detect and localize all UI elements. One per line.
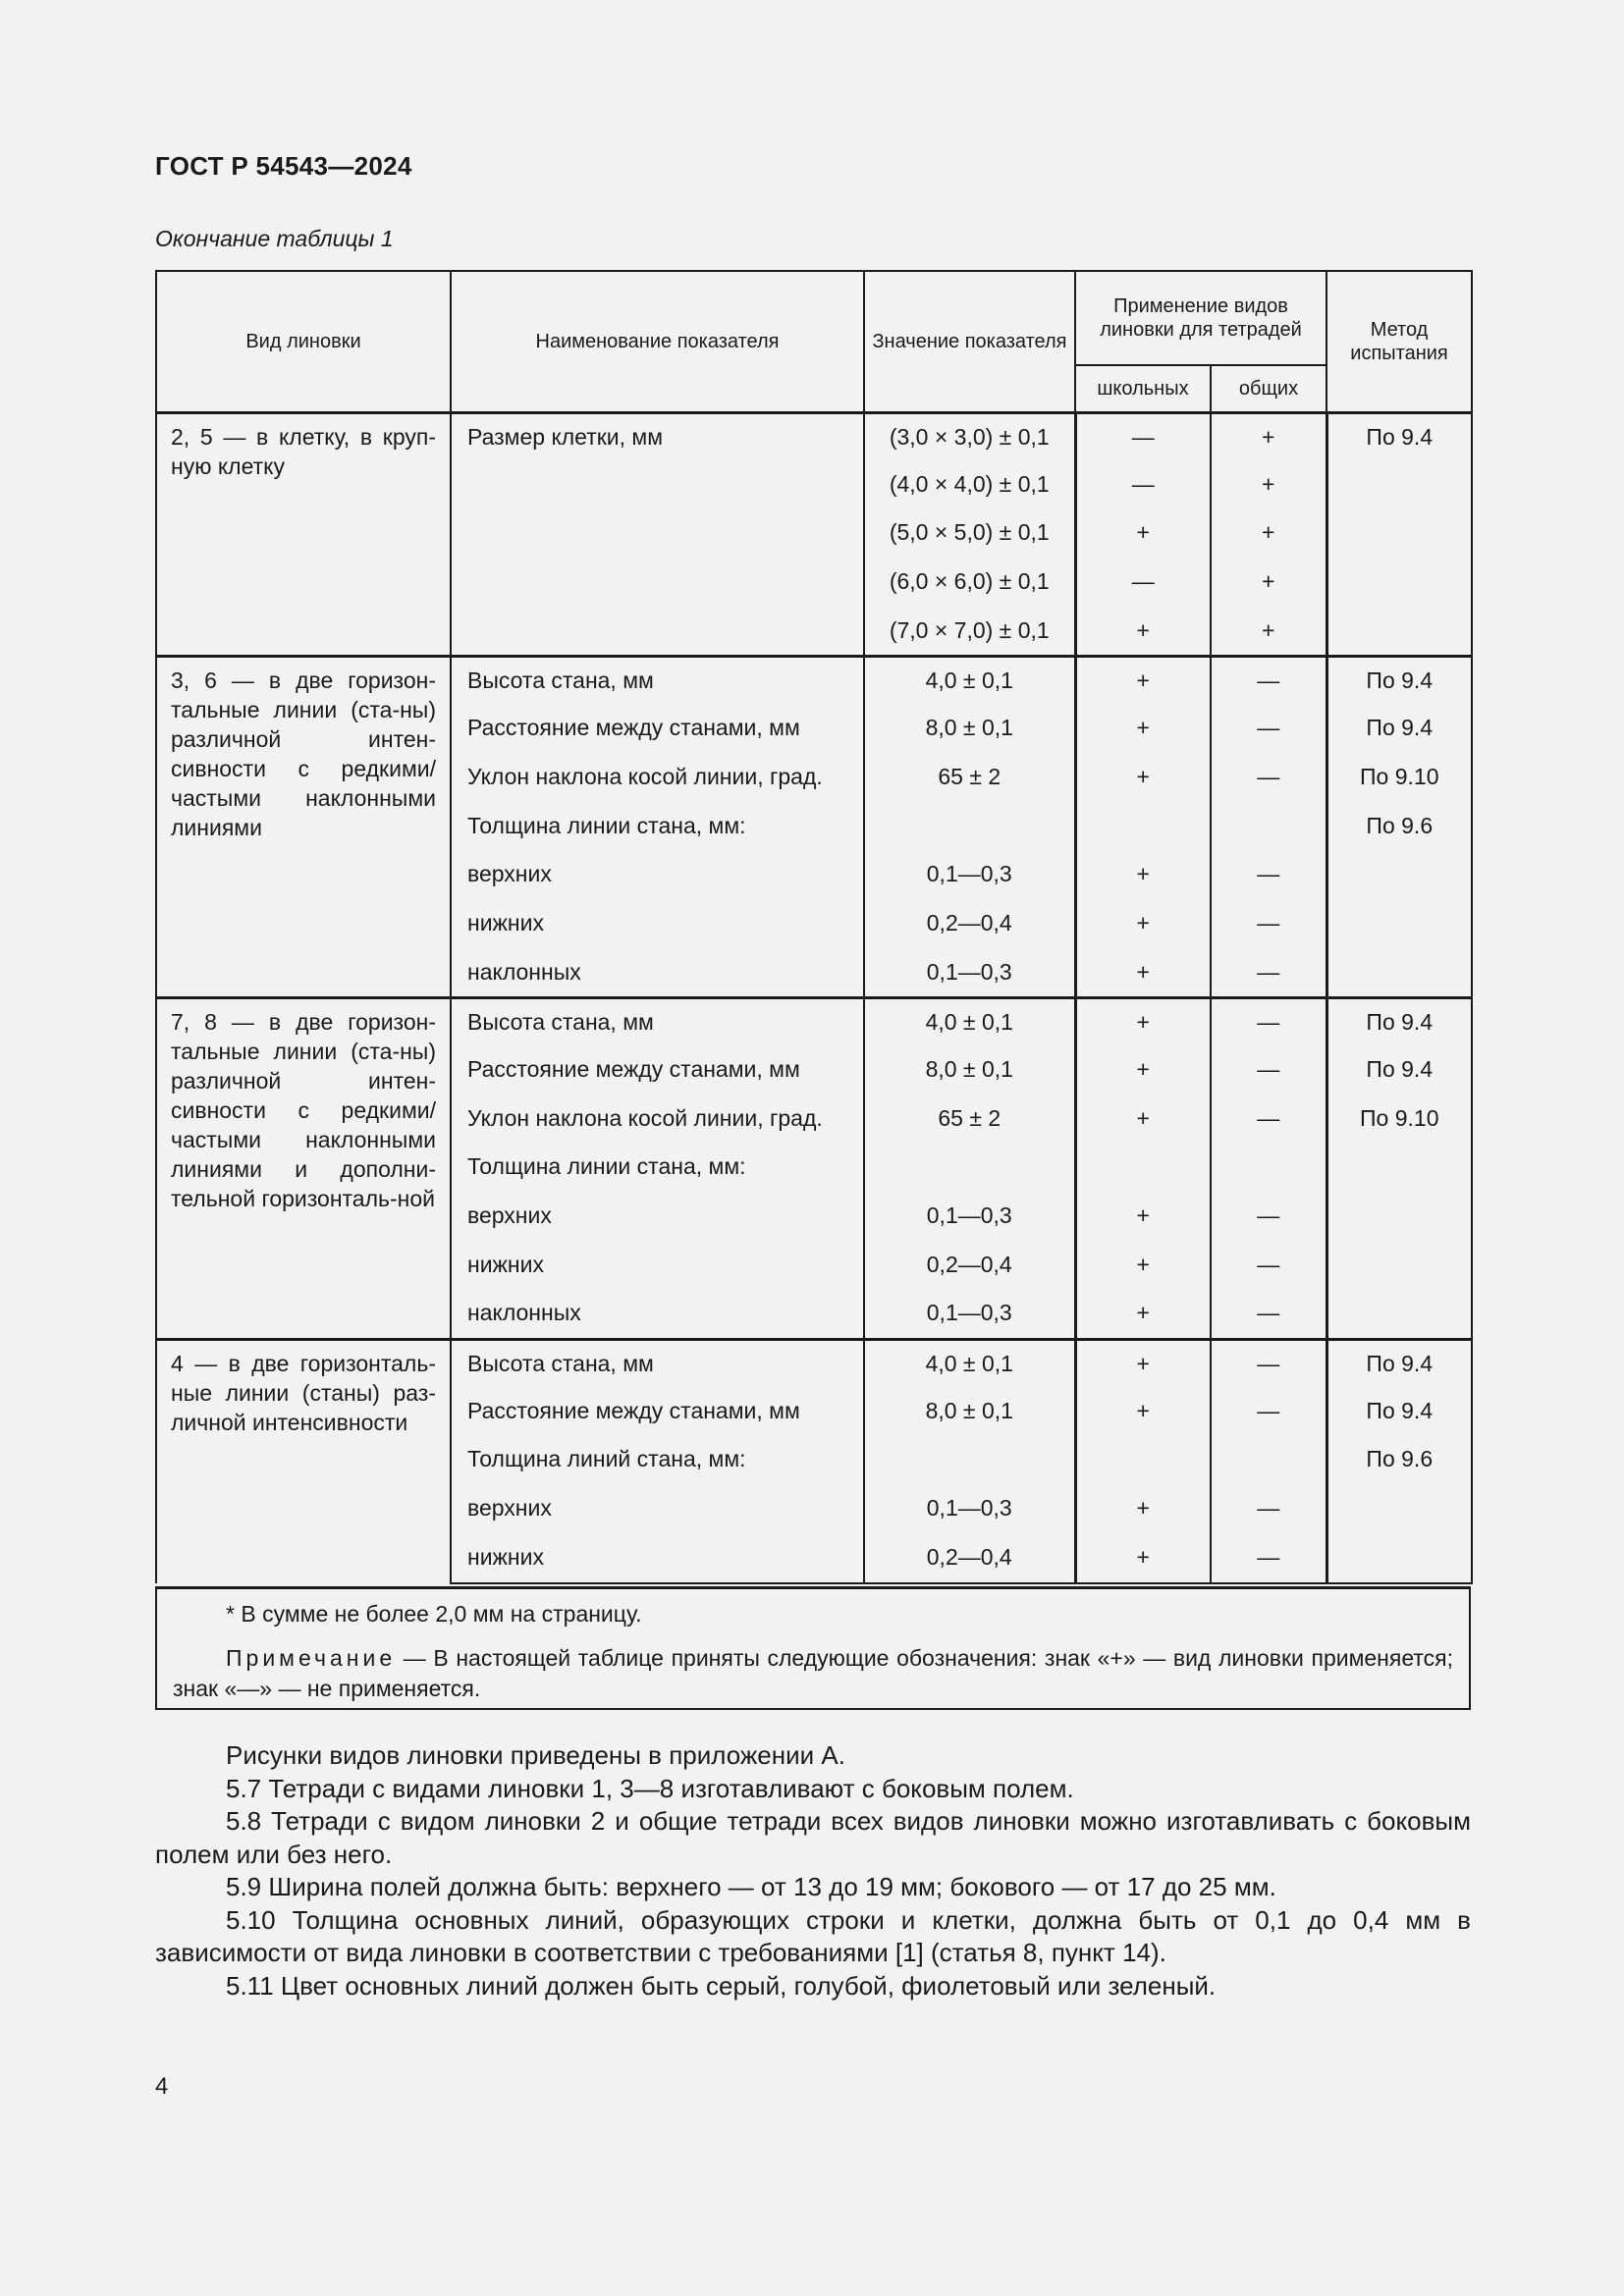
general-cell: + [1211, 461, 1326, 510]
test-method-cell [1326, 949, 1472, 998]
test-method-cell: По 9.10 [1326, 754, 1472, 803]
indicator-value-cell: 0,1—0,3 [864, 1193, 1075, 1242]
indicator-name-cell: Расстояние между станами, мм [451, 1046, 864, 1095]
indicators-table [155, 270, 1473, 1584]
indicator-name-cell: нижних [451, 1534, 864, 1583]
indicator-name-cell [451, 559, 864, 608]
indicator-name-cell: Толщина линии стана, мм: [451, 1144, 864, 1193]
indicator-name-cell: Уклон наклона косой линии, град. [451, 1095, 864, 1145]
indicator-name-cell: Высота стана, мм [451, 1339, 864, 1388]
paragraph: 5.10 Толщина основных линий, образующих строки и клетки, должна быть от 0,1 до 0,4 мм в зависимости от вида линовки в соответствии с требованиями [1] (статья 8, пункт 14). [155, 1904, 1471, 1967]
paragraph: 5.8 Тетради с видом линовки 2 и общие тетради всех видов линовки можно изготавливать с боковым полем или без него. [155, 1806, 1471, 1869]
general-cell [1211, 803, 1326, 852]
indicator-name-cell [451, 608, 864, 657]
indicator-value-cell: (5,0 × 5,0) ± 0,1 [864, 509, 1075, 559]
table-caption: Окончание таблицы 1 [155, 226, 394, 251]
indicator-value-cell: 4,0 ± 0,1 [864, 1339, 1075, 1388]
indicator-value-cell: 4,0 ± 0,1 [864, 656, 1075, 705]
school-cell: + [1075, 1242, 1211, 1291]
test-method-cell: По 9.4 [1326, 1388, 1472, 1437]
indicator-value-cell [864, 803, 1075, 852]
school-cell: + [1075, 1534, 1211, 1583]
test-method-cell: По 9.4 [1326, 997, 1472, 1046]
indicator-value-cell: 0,2—0,4 [864, 900, 1075, 949]
test-method-cell: По 9.4 [1326, 1339, 1472, 1388]
test-method-cell [1326, 608, 1472, 657]
school-cell [1075, 1144, 1211, 1193]
indicator-value-cell: 8,0 ± 0,1 [864, 1388, 1075, 1437]
table-notes [155, 1586, 1471, 1710]
indicator-name-cell: наклонных [451, 1290, 864, 1339]
test-method-cell [1326, 1193, 1472, 1242]
general-cell: — [1211, 1242, 1326, 1291]
indicator-value-cell: 0,2—0,4 [864, 1534, 1075, 1583]
indicator-name-cell [451, 461, 864, 510]
indicator-value-cell: 65 ± 2 [864, 1095, 1075, 1145]
ruling-kind-cell: 2, 5 — в клетку, в круп-ную клетку [156, 412, 451, 656]
test-method-cell: По 9.4 [1326, 705, 1472, 754]
paragraph: Рисунки видов линовки приведены в приложении А. [226, 1740, 845, 1770]
general-cell: — [1211, 1485, 1326, 1534]
general-cell: — [1211, 1290, 1326, 1339]
general-cell: — [1211, 1095, 1326, 1145]
table-body [156, 412, 1472, 1583]
test-method-cell: По 9.4 [1326, 656, 1472, 705]
school-cell: + [1075, 509, 1211, 559]
header-name: Наименование показателя [451, 271, 864, 412]
indicator-name-cell: нижних [451, 900, 864, 949]
indicator-value-cell: (4,0 × 4,0) ± 0,1 [864, 461, 1075, 510]
document-header: ГОСТ Р 54543—2024 [155, 151, 412, 181]
note-label: Примечание [226, 1645, 397, 1671]
table-row [156, 656, 1472, 705]
indicator-name-cell: Высота стана, мм [451, 997, 864, 1046]
test-method-cell [1326, 851, 1472, 900]
general-cell: — [1211, 754, 1326, 803]
general-cell: — [1211, 1193, 1326, 1242]
general-cell: — [1211, 949, 1326, 998]
indicator-value-cell: 0,1—0,3 [864, 851, 1075, 900]
school-cell: + [1075, 1339, 1211, 1388]
test-method-cell: По 9.4 [1326, 412, 1472, 461]
note-text: — В настоящей таблице приняты следующие обозначения: знак «+» — вид линовки применяется; знак «—» — не применяется. [173, 1645, 1453, 1701]
school-cell: + [1075, 851, 1211, 900]
school-cell: + [1075, 1193, 1211, 1242]
school-cell: — [1075, 559, 1211, 608]
indicator-name-cell: верхних [451, 1485, 864, 1534]
indicator-value-cell: 0,1—0,3 [864, 1485, 1075, 1534]
general-cell: — [1211, 705, 1326, 754]
table-row [156, 997, 1472, 1046]
indicator-value-cell [864, 1144, 1075, 1193]
general-cell: — [1211, 997, 1326, 1046]
indicator-name-cell [451, 509, 864, 559]
footnote: * В сумме не более 2,0 мм на страницу. [226, 1601, 642, 1627]
indicator-value-cell: 0,2—0,4 [864, 1242, 1075, 1291]
ruling-kind-cell: 4 — в две горизонталь-ные линии (станы) раз-личной интенсивности [156, 1339, 451, 1582]
school-cell: + [1075, 1290, 1211, 1339]
general-cell: + [1211, 412, 1326, 461]
page-number: 4 [155, 2073, 169, 2100]
paragraph: 5.7 Тетради с видами линовки 1, 3—8 изготавливают с боковым полем. [226, 1773, 1074, 1803]
indicator-name-cell: нижних [451, 1242, 864, 1291]
general-cell: — [1211, 900, 1326, 949]
indicator-value-cell: 0,1—0,3 [864, 949, 1075, 998]
test-method-cell: По 9.6 [1326, 1436, 1472, 1485]
table-row [156, 1339, 1472, 1388]
test-method-cell [1326, 1242, 1472, 1291]
general-cell: — [1211, 1339, 1326, 1388]
school-cell: + [1075, 608, 1211, 657]
school-cell: + [1075, 1485, 1211, 1534]
indicator-name-cell: Размер клетки, мм [451, 412, 864, 461]
indicator-value-cell: (3,0 × 3,0) ± 0,1 [864, 412, 1075, 461]
test-method-cell [1326, 1290, 1472, 1339]
indicator-value-cell: 65 ± 2 [864, 754, 1075, 803]
school-cell: + [1075, 705, 1211, 754]
school-cell: + [1075, 900, 1211, 949]
table-row [156, 412, 1472, 461]
indicator-value-cell: (7,0 × 7,0) ± 0,1 [864, 608, 1075, 657]
note [173, 1643, 1453, 1704]
indicator-name-cell: наклонных [451, 949, 864, 998]
indicator-name-cell: Толщина линий стана, мм: [451, 1436, 864, 1485]
header-application: Применение видов линовки для тетрадей [1075, 271, 1326, 365]
school-cell: + [1075, 754, 1211, 803]
test-method-cell [1326, 1534, 1472, 1583]
test-method-cell [1326, 509, 1472, 559]
indicator-value-cell: (6,0 × 6,0) ± 0,1 [864, 559, 1075, 608]
general-cell [1211, 1144, 1326, 1193]
indicator-name-cell: Уклон наклона косой линии, град. [451, 754, 864, 803]
header-value: Значение показателя [864, 271, 1075, 412]
general-cell: — [1211, 851, 1326, 900]
header-school: школьных [1075, 365, 1211, 412]
header-method: Метод испытания [1326, 271, 1472, 412]
test-method-cell [1326, 559, 1472, 608]
school-cell [1075, 1436, 1211, 1485]
test-method-cell [1326, 1144, 1472, 1193]
indicator-name-cell: верхних [451, 1193, 864, 1242]
header-general: общих [1211, 365, 1326, 412]
indicator-name-cell: Расстояние между станами, мм [451, 705, 864, 754]
school-cell: + [1075, 656, 1211, 705]
school-cell: + [1075, 949, 1211, 998]
body-text [155, 1739, 1471, 2002]
indicator-value-cell: 0,1—0,3 [864, 1290, 1075, 1339]
indicator-name-cell: Расстояние между станами, мм [451, 1388, 864, 1437]
general-cell: + [1211, 559, 1326, 608]
school-cell: + [1075, 997, 1211, 1046]
ruling-kind-cell: 7, 8 — в две горизон-тальные линии (ста-ны) различной интен-сивности с редкими/ частыми наклонными линиями и дополни-тельной горизонталь-ной [156, 997, 451, 1339]
indicator-value-cell: 4,0 ± 0,1 [864, 997, 1075, 1046]
indicator-name-cell: Высота стана, мм [451, 656, 864, 705]
school-cell: + [1075, 1046, 1211, 1095]
indicator-name-cell: верхних [451, 851, 864, 900]
test-method-cell [1326, 461, 1472, 510]
indicator-value-cell: 8,0 ± 0,1 [864, 705, 1075, 754]
general-cell: — [1211, 1388, 1326, 1437]
general-cell: — [1211, 1046, 1326, 1095]
indicator-value-cell [864, 1436, 1075, 1485]
paragraph: 5.9 Ширина полей должна быть: верхнего — от 13 до 19 мм; бокового — от 17 до 25 мм. [226, 1872, 1276, 1901]
test-method-cell: По 9.4 [1326, 1046, 1472, 1095]
indicator-value-cell: 8,0 ± 0,1 [864, 1046, 1075, 1095]
ruling-kind-cell: 3, 6 — в две горизон-тальные линии (ста-ны) различной интен-сивности с редкими/ частыми наклонными линиями [156, 656, 451, 997]
school-cell: — [1075, 461, 1211, 510]
paragraph: 5.11 Цвет основных линий должен быть серый, голубой, фиолетовый или зеленый. [226, 1970, 1217, 2001]
school-cell: + [1075, 1388, 1211, 1437]
test-method-cell: По 9.6 [1326, 803, 1472, 852]
school-cell: + [1075, 1095, 1211, 1145]
header-kind: Вид линовки [156, 271, 451, 412]
general-cell: — [1211, 656, 1326, 705]
test-method-cell [1326, 1485, 1472, 1534]
test-method-cell: По 9.10 [1326, 1095, 1472, 1145]
general-cell: + [1211, 509, 1326, 559]
school-cell [1075, 803, 1211, 852]
general-cell: — [1211, 1534, 1326, 1583]
general-cell [1211, 1436, 1326, 1485]
general-cell: + [1211, 608, 1326, 657]
test-method-cell [1326, 900, 1472, 949]
indicator-name-cell: Толщина линии стана, мм: [451, 803, 864, 852]
school-cell: — [1075, 412, 1211, 461]
